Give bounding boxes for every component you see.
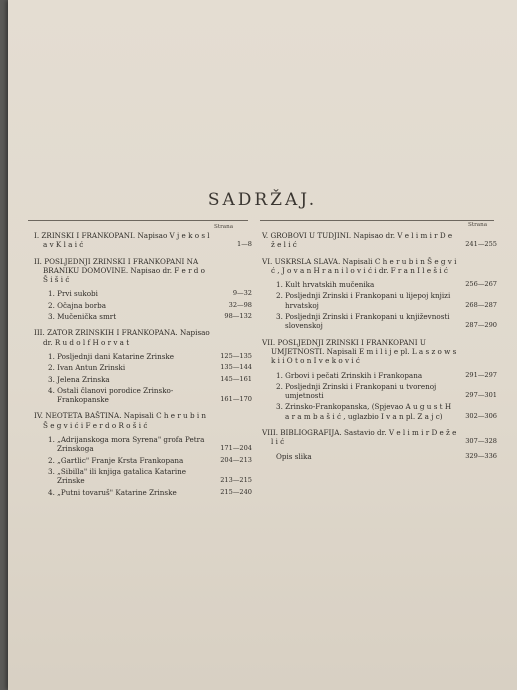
toc-subentry-title: 1. Posljednji dani Katarine Zrinske xyxy=(48,351,175,361)
toc-subentry-pages: 171—204 xyxy=(220,444,252,453)
toc-left-column xyxy=(34,231,252,504)
toc-subentry-title: 3. Posljednji Zrinski i Frankopani u književnosti slovenskoj xyxy=(276,312,450,331)
toc-subentry xyxy=(34,301,252,310)
toc-entry-title: VI. USKRSLA SLAVA. Napisali C h e r u b i n Š e g v i ć , J o v a n H r a n i l o v i ć i dr. F r a n I l e š i ć xyxy=(262,256,457,275)
toc-entry xyxy=(262,257,497,331)
toc-entry-heading xyxy=(34,257,252,285)
toc-subentry xyxy=(34,386,252,405)
toc-entry-title: VIII. BIBLIOGRAFIJA. Sastavio dr. V e l i m i r D e ž e l i ć xyxy=(262,428,457,447)
toc-subentry xyxy=(34,375,252,384)
toc-entry-heading xyxy=(34,231,252,250)
toc-subentry-title: 2. Posljednji Zrinski i Frankopani u lijepoj knjizi hrvatskoj xyxy=(276,291,451,310)
toc-subentries xyxy=(262,371,497,421)
toc-subentry-title: 3. Mučenička smrt xyxy=(48,312,117,322)
toc-subentries xyxy=(262,280,497,330)
toc-subentry-pages: 135—144 xyxy=(220,363,252,372)
toc-subentry-pages: 287—290 xyxy=(465,321,497,330)
toc-subentry-pages: 268—287 xyxy=(465,300,497,309)
toc-subentry-pages: 291—297 xyxy=(465,370,497,379)
toc-subentry xyxy=(262,312,497,331)
toc-subentry-pages: 213—215 xyxy=(220,476,252,485)
toc-subentry-pages: 302—306 xyxy=(465,411,497,420)
toc-subentries xyxy=(34,435,252,497)
toc-subentry xyxy=(34,352,252,361)
toc-subentry-pages: 215—240 xyxy=(220,487,252,496)
toc-subentry-title: 2. „Gartlic" Franje Krsta Frankopana xyxy=(48,455,184,465)
toc-subentry xyxy=(34,435,252,454)
toc-subentry xyxy=(34,363,252,372)
toc-right-column xyxy=(262,231,497,468)
toc-entry xyxy=(262,231,497,250)
toc-subentries xyxy=(34,289,252,321)
toc-entry-title: I. ZRINSKI I FRANKOPANI. Napisao V j e k o s l a v K l a i ć xyxy=(34,231,210,250)
toc-subentry-title: 4. Ostali članovi porodice Zrinsko-Frankopanske xyxy=(48,385,174,405)
toc-entry xyxy=(262,428,497,461)
toc-entry-title: VII. POSLJEDNJI ZRINSKI I FRANKOPANI U UMJETNOSTI. Napisali E m i l i j e pl. L a s z o w s k i i O t o n I v e k o v i ć xyxy=(262,337,457,366)
toc-subentry-pages: 32—98 xyxy=(228,300,252,309)
toc-entry-pages: 1—8 xyxy=(237,240,252,249)
toc-subentry-title: 1. Prvi sukobi xyxy=(48,289,98,299)
toc-subentry-pages: 297—301 xyxy=(465,391,497,400)
toc-subentry xyxy=(262,371,497,380)
toc-entry-heading xyxy=(262,257,497,276)
toc-subentry-title: 2. Ivan Antun Zrinski xyxy=(48,363,126,373)
toc-subentry-pages: 256—267 xyxy=(465,280,497,289)
book-page xyxy=(8,0,517,690)
toc-subentry xyxy=(262,291,497,310)
toc-entry-pages: 307—328 xyxy=(465,437,497,446)
toc-subentry xyxy=(262,382,497,401)
toc-subentry-title: 1. Kult hrvatskih mučenika xyxy=(276,280,375,290)
toc-subentry-title: Opis slika xyxy=(276,451,312,461)
toc-entry-heading xyxy=(262,428,497,447)
toc-subentry-title: 1. Grbovi i pečati Zrinskih i Frankopana xyxy=(276,370,423,380)
toc-subentry-pages: 9—32 xyxy=(232,289,252,298)
toc-subentry-title: 2. Očajna borba xyxy=(48,300,107,310)
toc-entry xyxy=(34,411,252,496)
toc-entry xyxy=(34,328,252,404)
page-title: SADRŽAJ. xyxy=(207,190,318,210)
toc-subentries xyxy=(34,352,252,404)
toc-entry-title: III. ZATOR ZRINSKIH I FRANKOPANA. Napisao dr. R u d o l f H o r v a t xyxy=(34,328,210,347)
toc-entry xyxy=(34,257,252,322)
toc-subentry-title: 4. „Putni tovaruš" Katarine Zrinske xyxy=(48,487,177,497)
toc-entry xyxy=(34,231,252,250)
toc-subentry xyxy=(262,280,497,289)
toc-entry xyxy=(262,338,497,421)
toc-subentry xyxy=(34,467,252,486)
title-rule xyxy=(28,220,248,221)
toc-subentry xyxy=(34,312,252,321)
toc-subentry xyxy=(262,452,497,461)
toc-subentry-pages: 145—161 xyxy=(220,374,252,383)
toc-subentry-pages: 204—213 xyxy=(220,455,252,464)
toc-entry-title: IV. NEOTETA BAŠTINA. Napisali C h e r u b i n Š e g v i ć i F e r d o R o š i ć xyxy=(34,411,207,430)
toc-entry-title: V. GROBOVI U TUDJINI. Napisao dr. V e l i m i r D e ž e l i ć xyxy=(262,231,453,250)
toc-subentry-pages: 98—132 xyxy=(224,312,252,321)
toc-subentry-title: 3. Zrinsko-Frankopanska, (Spjevao A u g u s t H a r a m b a š i ć , uglazbio I v a n pl. Z a j c) xyxy=(276,402,452,421)
left-pages-header: Strana xyxy=(214,224,234,230)
toc-entry-heading xyxy=(262,338,497,366)
title-rule-right xyxy=(260,220,494,221)
toc-subentry xyxy=(34,488,252,497)
toc-subentry xyxy=(34,289,252,298)
toc-subentry-title: 2. Posljednji Zrinski i Frankopani u tvorenoj umjetnosti xyxy=(276,381,437,401)
toc-entry-heading xyxy=(34,411,252,430)
toc-subentry-title: 1. „Adrijanskoga mora Syrena" grofa Petra Zrinskoga xyxy=(48,435,205,454)
toc-subentry xyxy=(34,456,252,465)
toc-entry-heading xyxy=(262,231,497,250)
toc-subentry-pages: 125—135 xyxy=(220,351,252,360)
toc-subentry-pages: 329—336 xyxy=(465,451,497,460)
toc-subentry-title: 3. Jelena Zrinska xyxy=(48,374,110,384)
toc-subentry xyxy=(262,402,497,421)
toc-entry-heading xyxy=(34,328,252,347)
toc-subentries xyxy=(262,452,497,461)
toc-entry-pages: 241—255 xyxy=(465,240,497,249)
right-pages-header: Strana xyxy=(468,222,488,228)
toc-subentry-pages: 161—170 xyxy=(220,395,252,404)
toc-entry-title: II. POSLJEDNJI ZRINSKI I FRANKOPANI NA BRANIKU DOMOVINE. Napisao dr. F e r d o Š i š i ć xyxy=(34,256,206,285)
toc-subentry-title: 3. „Sibilla" ili knjiga gatalica Katarine Zrinske xyxy=(48,466,187,486)
